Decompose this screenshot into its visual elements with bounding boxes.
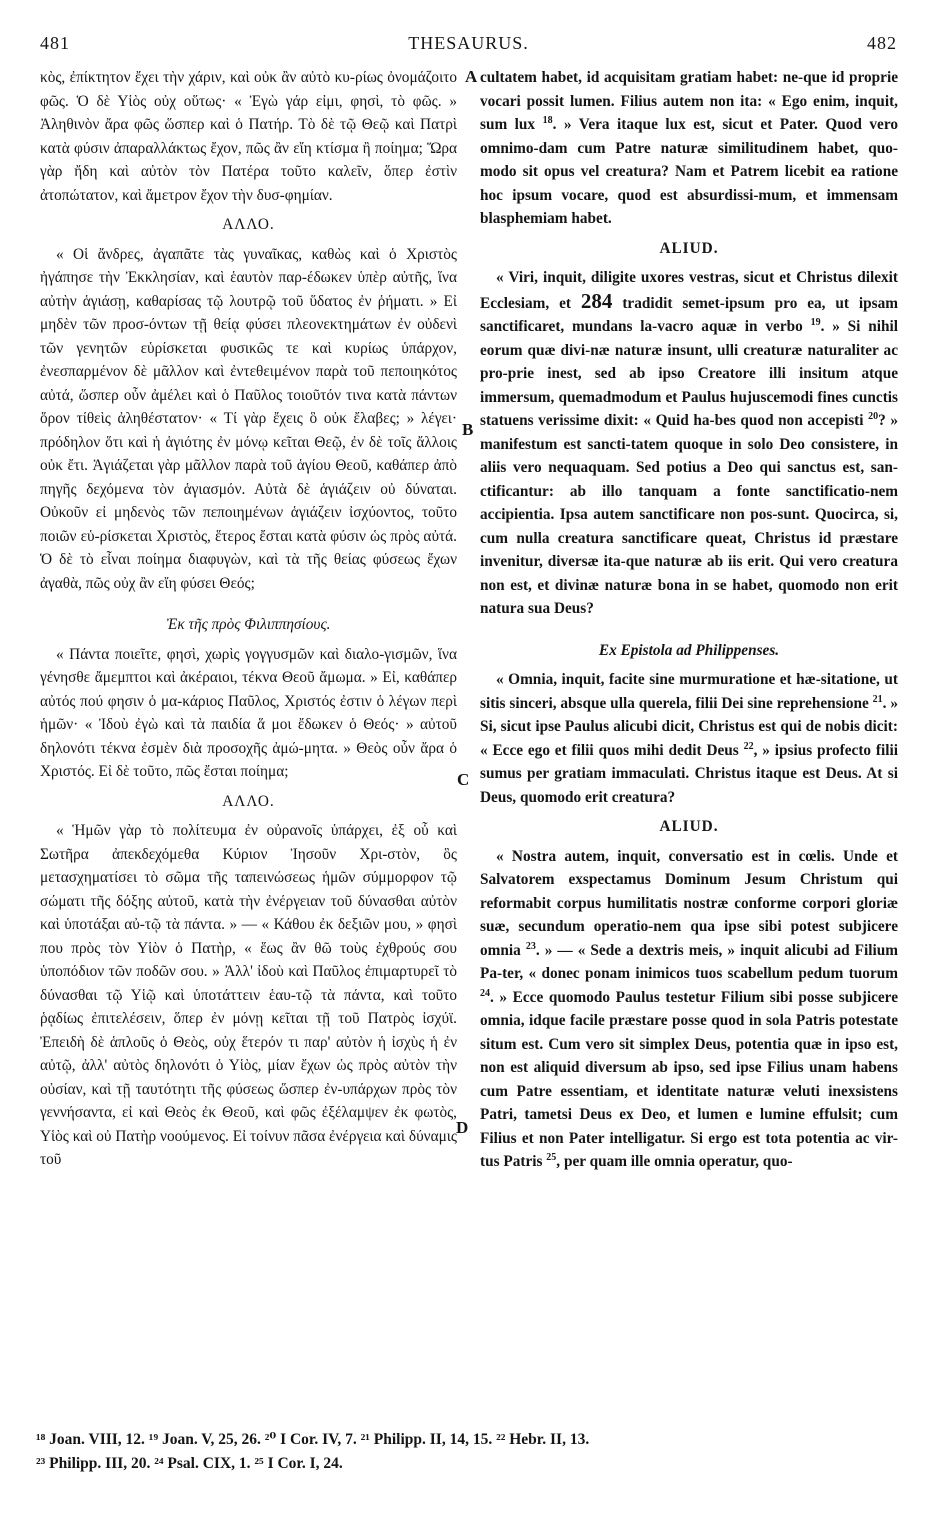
column-number-284: 284 [580, 288, 613, 313]
margin-letter-a: A [465, 67, 478, 86]
footnote-ref-20: 20 [868, 410, 879, 422]
latin-paragraph-3: « Omnia, inquit, facite sine murmuratione et hæ-sitatione, ut sitis sinceri, absque ulla querela, filii Dei sine reprehensione $^{21}$. » Si, sicut ipse Paulus alicubi dicit, Christus est qui de nobis dicit: « Ecce ego et filii quos mihi dedit Deus $^{22}$, » ipsius profecto filii sumus per gratiam immaculati. Christus itaque est Deus. At si Deus, quomodo erit creatura? [480, 671, 899, 806]
greek-heading-allo-1: ΑΛΛΟ. [222, 216, 275, 233]
margin-letter-c: C [457, 770, 470, 789]
greek-heading-allo-2: ΑΛΛΟ. [222, 792, 275, 810]
footnotes [36, 1428, 906, 1476]
margin-letter-d: D [456, 1118, 469, 1137]
greek-heading-philippians: Ἐκ τῆς πρὸς Φιλιππησίους. [166, 616, 331, 633]
footnote-line-2: ²³ Philipp. III, 20. ²⁴ Psal. CIX, 1. ²⁵ I Cor. I, 24. [36, 1455, 343, 1472]
greek-paragraph-4: « Ἡμῶν γὰρ τὸ πολίτευμα ἐν οὐρανοῖς ὑπάρχει, ἐξ οὗ καὶ Σωτῆρα ἀπεκδεχόμεθα Κύριον Ἰησοῦν Χρι-στὸν, ὃς μετασχηματίσει τὸ σῶμα τῆς ταπεινώσεως ἡμῶν σύμμορφον τῷ σώματι τῆς δόξης αὐτοῦ, κατὰ τὴν ἐνέργειαν τοῦ δύνασθαι αὐτὸν καὶ ὑποτάξαι αὐ-τῷ τὰ πάντα. » — « Κάθου ἐκ δεξιῶν μου, » φησὶ που πρὸς τὸν Υἱὸν ὁ Πατὴρ, « ἕως ἂν θῶ τοὺς ἐχθρούς σου ὑποπόδιον τῶν ποδῶν σου. » Ἀλλ' ἰδοὺ καὶ Παῦλος ἐπιμαρτυρεῖ τὸ δύνασθαι τῷ Υἱῷ καὶ ὑποτάττειν ἑαυ-τῷ τὰ πάντα, καὶ τοῦτο ῥᾳδίως ἐπιτελέσειν, ὅπερ ἐν μόνῃ κεῖται τῇ τοῦ Πατρὸς ἰσχύϊ. Ἐπειδὴ δὲ ἁπλοῦς ὁ Θεὸς, οὐχ ἕτερόν τι παρ' αὐτὸν ἡ ἰσχὺς ἡ ἐν αὐτῷ, ἀλλ' αὐτὸς δηλονότι ὁ Υἱὸς, μίαν ἔχων ὡς πρὸς αὐτὸν τὴν οὐσίαν, καὶ τῇ ταυτότητι τῆς φύσεως ὥσπερ ἐν-υπάρχων πρὸς τὸν γεννήσαντα, εἰ καὶ Θεὸς ἐκ Θεοῦ, καὶ φῶς ἐξέλαμψεν ἐκ φωτὸς, Υἱὸς καὶ οὐ Πατὴρ νοούμενος. Εἰ τοίνυν πᾶσα ἐνέργεια καὶ δύναμις τοῦ [40, 822, 457, 1168]
latin-heading-aliud-1: ALIUD. [659, 239, 719, 257]
footnote-ref-25: 25 [546, 1151, 557, 1163]
latin-column [480, 66, 898, 1174]
footnote-ref-23: 23 [525, 940, 536, 952]
greek-paragraph-3: « Πάντα ποιεῖτε, φησὶ, χωρὶς γογγυσμῶν καὶ διαλο-γισμῶν, ἵνα γένησθε ἄμεμπτοι καὶ ἀκέραιοι, τέκνα Θεοῦ ἄμωμα. » Εἰ, καθάπερ αὐτός πού φησιν ὁ μα-κάριος Παῦλος, Χριστός ἐστιν ὁ λέγων περὶ ἡμῶν· « Ἰδοὺ ἐγὼ καὶ τὰ παιδία ἅ μοι ἔδωκεν ὁ Θεός· » αὐτοῦ δηλονότι τέκνα ἐσμὲν διὰ προσοχῆς ἀμώ-μητα. » Θεὸς οὖν ἄρα ὁ Χριστός. Εἰ δὲ τοῦτο, πῶς ἔσται ποίημα; [40, 645, 457, 780]
greek-paragraph-1: κὸς, ἐπίκτητον ἔχει τὴν χάριν, καὶ οὐκ ἂν αὐτὸ κυ-ρίως ὀνομάζοιτο φῶς. Ὁ δὲ Υἱὸς οὐχ οὕτως· « Ἐγὼ γάρ εἰμι, φησὶ, τὸ φῶς. » Ἀληθινὸν ἄρα φῶς ὥσπερ καὶ ὁ Πατήρ. Τὸ δὲ τῷ Θεῷ καὶ Πατρὶ κατὰ φύσιν ἀπαραλλάκτως ἔχον, πῶς ἂν εἴη κτίσμα ἢ ποίημα; Ὥρα γὰρ ἤδη καὶ αὐτὸν τὸν Πατέρα τοῦτο καλεῖν, ὅπερ ἐστὶν ἀτοπώτατον, καὶ ἄμετρον ἔχον τὴν δυσ-φημίαν. [40, 69, 457, 204]
latin-paragraph-4: « Nostra autem, inquit, conversatio est in cœlis. Unde et Salvatorem exspectamus Dominum Jesum Christum qui reformabit corpus humilitatis nostræ conforme corpori gloriæ suæ, secundum operatio-nem qua ipse sibi potest subjicere omnia $^{23}$. » — « Sede a dextris meis, » inquit alicubi ad Filium Pa-ter, « donec ponam inimicos tuos scabellum pedum tuorum $^{24}$. » Ecce quomodo Paulus testetur Filium sibi posse subjicere omnia, idque facile præstare posse quod in sola Patris potestate situm est. Cum vero sit simplex Deus, potentia quæ in ipso est, non est aliquid diversum ab ipso, sed ipse Filius unam habens cum Patre essentiam, et identitate naturæ veluti inexsistens Patri, tametsi Deus ex Deo, et lumen e lumine effulsit; cum Filius et non Pater intelligatur. Si ergo est tota potentia ac vir-tus Patris $^{25}$, per quam ille omnia operatur, quo- [480, 847, 899, 1170]
latin-heading-philippians: Ex Epistola ad Philippenses. [598, 641, 780, 659]
footnote-line-1: ¹⁸ Joan. VIII, 12. ¹⁹ Joan. V, 25, 26. ²⁰ I Cor. IV, 7. ²¹ Philipp. II, 14, 15. ²² Hebr. II, 13. [36, 1431, 590, 1448]
footnote-ref-18: 18 [542, 114, 553, 126]
footnote-ref-22: 22 [743, 740, 754, 752]
margin-letter-b: B [462, 420, 474, 439]
latin-paragraph-1: cultatem habet, id acquisitam gratiam habet: ne-que id proprie vocari possit lumen. Filius autem non ita: « Ego enim, inquit, sum lux $^{18}$. » Vera itaque lux est, sicut et Pater. Quod vero omnimo-dam cum Patre naturæ similitudinem habet, quo-modo sit opus vel creatura? Nam et Patrem licebit ea ratione hoc ipsum vocare, quod est absurdissi-mum, et immensam blasphemiam habet. [480, 69, 898, 227]
latin-paragraph-2: « Viri, inquit, diligite uxores vestras, sicut et Christus dilexit Ecclesiam, et 284 tradidit semet-ipsum pro ea, ut ipsam sanctificaret, mundans la-vacro aquæ in verbo $^{19}$. » Si nihil eorum quæ divi-næ naturæ insunt, ulli creaturæ naturaliter ac pro-prie inest, sed ab ipso Creatore illi insitum atque immersum, quemadmodum et Paulus hujuscemodi fines cunctis statuens verissime dixit: « Quid ha-bes quod non accepisti $^{20}$? » manifestum est sancti-tatem quoque in solo Deo consistere, in aliis vero nequaquam. Sed potius a Deo qui sanctus est, san-ctificantur: ab illo tanquam a fonte sanctificatio-nem accipientia. Ipsa autem sanctificare non pos-sunt. Quocirca, si, cum nulla creatura sanctificare queat, Christus id præstare invenitur, diversæ ita-que naturæ ab iis erit. Qui vero creatura non est, et divinæ naturæ bona in se habet, quomodo non erit natura sua Deus? [480, 269, 899, 617]
footnote-ref-19: 19 [810, 316, 821, 328]
page-header [0, 33, 937, 57]
greek-column [40, 66, 457, 1172]
latin-heading-aliud-2: ALIUD. [659, 818, 719, 835]
greek-paragraph-2: « Οἱ ἄνδρες, ἀγαπᾶτε τὰς γυναῖκας, καθὼς καὶ ὁ Χριστὸς ἠγάπησε τὴν Ἐκκλησίαν, καὶ ἑαυτὸν παρ-έδωκεν ὑπὲρ αὐτῆς, ἵνα αὐτὴν ἁγιάσῃ, καθαρίσας τῷ λουτρῷ τοῦ ὕδατος ἐν ῥήματι. » Εἰ μηδὲν τῶν προσ-όντων τῇ θείᾳ φύσει πλεονεκτημάτων ἐν οὐδενὶ τῶν γενητῶν εὑρίσκεται φυσικῶς τε καὶ κυρίως ὑπάρχον, ἐνεσπαρμένον δὲ μᾶλλον καὶ ἐντεθειμένον παρὰ τοῦ πεποιηκότος αὐτά, ὥσπερ οὖν ἀμέλει καὶ ὁ Παῦλος τοιοῦτόν τινα κατὰ πάντων ὅρον τίθεὶς ἀληθέστατον· « Τί γὰρ ἔχεις ὃ οὐκ ἔλαβες; » λέγει· πρόδηλον ὅτι καὶ ἡ ἁγιότης ἐν μόνῳ κεῖται Θεῷ, ἐν δὲ τοῖς ἄλλοις οὐκ ἔτι. Ἁγιάζεται γὰρ μᾶλλον παρὰ τοῦ ἁγίου Θεοῦ, καθάπερ ἀπὸ πηγῆς δεχόμενα τὸν ἁγιασμόν. Αὐτὰ δὲ ἁγιάζειν οὐ δύναται. Οὐκοῦν εἰ μηδενὸς τῶν πεποιημένων ἁγιάζειν ἰσχύοντος, τοῦτο ποιῶν εὑ-ρίσκεται Χριστὸς, ἕτερος ἔσται κατὰ φύσιν ὡς πρὸς αὐτά. Ὁ δὲ τὸ εἶναι ποίημα διαφυγὼν, καὶ τὰ τῆς θείας φύσεως ἔχων ἀγαθὰ, πῶς οὐχ ἂν εἴη φύσει Θεός; [40, 245, 457, 592]
footnote-ref-24: 24 [480, 987, 490, 999]
right-column-number: 482 [867, 33, 897, 53]
left-column-number: 481 [40, 33, 70, 53]
footnote-ref-21: 21 [872, 693, 883, 705]
running-title: THESAURUS. [408, 33, 529, 53]
